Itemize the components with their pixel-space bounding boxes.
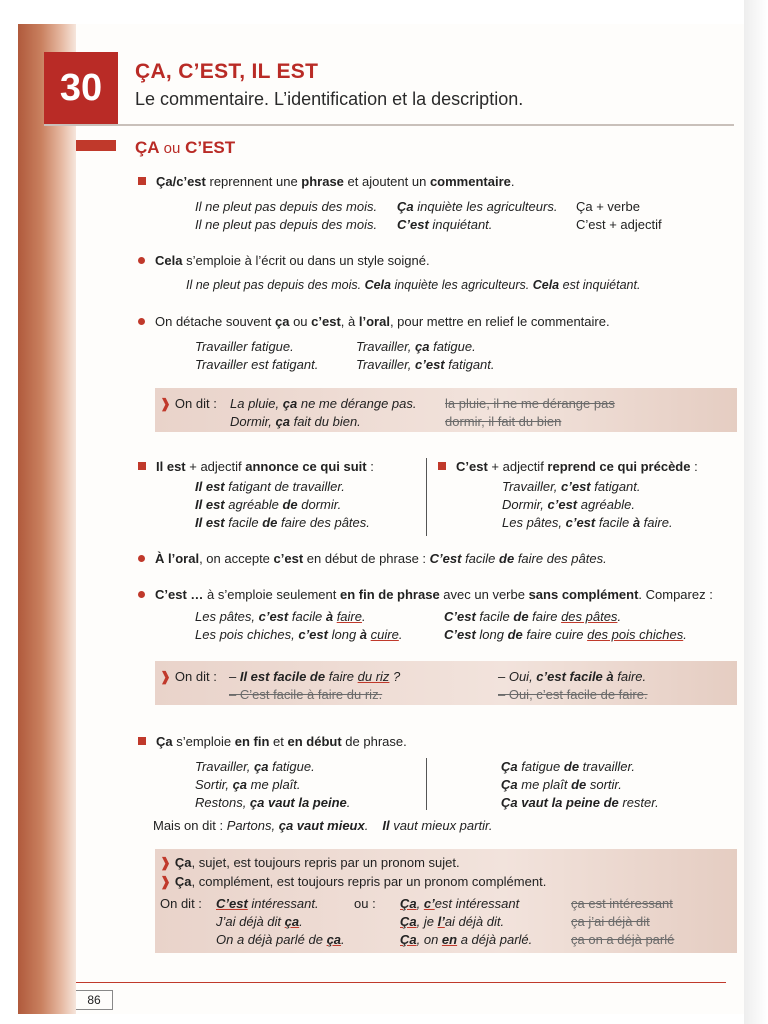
dot-bullet-icon (138, 318, 145, 325)
header-rule (44, 124, 734, 126)
square-bullet-icon (138, 462, 146, 470)
box2-on-dit: ❱ On dit : (160, 669, 217, 684)
chapter-subtitle: Le commentaire. L’identification et la description. (135, 89, 524, 109)
ca-ex1: Travailler, ça fatigue. (195, 759, 315, 774)
chapter-number: 30 (44, 52, 118, 124)
cest-ex1: Travailler, c’est fatigant. (502, 479, 641, 494)
example-3c: Travailler est fatigant. (195, 357, 319, 372)
chevron-icon: ❱ (160, 855, 171, 870)
box3-note1: ❱ Ça, sujet, est toujours repris par un pronom sujet. (160, 855, 460, 870)
note-1: Ça + verbe (576, 199, 640, 214)
rule-3: On détache souvent ça ou c’est, à l’oral, pour mettre en relief le commentaire. (138, 314, 610, 329)
box3-ou: ou : (354, 896, 376, 911)
box3-note2: ❱ Ça, complément, est toujours repris par un pronom complément. (160, 874, 547, 889)
box3-wrong2: ça j’ai déjà dit (571, 914, 650, 929)
il-est-ex1: Il est fatigant de travailler. (195, 479, 345, 494)
chevron-icon: ❱ (160, 874, 171, 889)
example-2a: Il ne pleut pas depuis des mois. (195, 217, 378, 232)
box3-m3: Ça, on en a déjà parlé. (400, 932, 533, 947)
rule-5: À l’oral, on accepte c’est en début de phrase : C’est facile de faire des pâtes. (138, 551, 607, 566)
box2-answer: – Oui, c’est facile à faire. (498, 669, 647, 684)
il-est-ex2: Il est agréable de dormir. (195, 497, 342, 512)
ca-ex2: Sortir, ça me plaît. (195, 777, 301, 792)
dot-bullet-icon (138, 257, 145, 264)
page-edge (744, 0, 768, 1024)
section-title-ou: ou (163, 140, 181, 157)
box1-wrong1: la pluie, il ne me dérange pas (445, 396, 615, 411)
section-title (135, 138, 235, 158)
section-title-b: C’EST (185, 138, 236, 157)
divider (426, 758, 427, 810)
cest-ex2: Dormir, c’est agréable. (502, 497, 635, 512)
box3-wrong1: ça est intéressant (571, 896, 673, 911)
box2-wrong1: – C’est facile à faire du riz. (229, 687, 383, 702)
box1-line2: Dormir, ça fait du bien. (230, 414, 361, 429)
box3-c2: J’ai déjà dit ça. (216, 914, 303, 929)
ca-ex5: Ça me plaît de sortir. (501, 777, 622, 792)
ca-ex4: Ça fatigue de travailler. (501, 759, 635, 774)
ca-ex3: Restons, ça vaut la peine. (195, 795, 351, 810)
chapter-title: ÇA, C’EST, IL EST (135, 60, 319, 83)
mais-on-dit: Mais on dit : Partons, ça vaut mieux. Il vaut mieux partir. (153, 818, 493, 833)
example-2b: C’est inquiétant. (397, 217, 493, 232)
box2-wrong2: – Oui, c’est facile de faire. (498, 687, 648, 702)
section-title-a: ÇA (135, 138, 159, 157)
dot-bullet-icon (138, 555, 145, 562)
box1-line1: La pluie, ça ne me dérange pas. (230, 396, 417, 411)
compare-l2: Les pois chiches, c’est long à cuire. (195, 627, 403, 642)
box3-m2: Ça, je l’ai déjà dit. (400, 914, 505, 929)
chevron-icon: ❱ (160, 396, 171, 411)
square-bullet-icon (438, 462, 446, 470)
rule-1: Ça/c’est reprennent une phrase et ajoutent un commentaire. (138, 174, 514, 189)
section-stripe (76, 140, 116, 151)
example-1a: Il ne pleut pas depuis des mois. (195, 199, 378, 214)
compare-l1: Les pâtes, c’est facile à faire. (195, 609, 366, 624)
rule-4-left: Il est + adjectif annonce ce qui suit : (138, 459, 374, 474)
box3-on-dit: On dit : (160, 896, 202, 911)
compare-r2: C’est long de faire cuire des pois chiches. (444, 627, 687, 642)
example-1b: Ça inquiète les agriculteurs. (397, 199, 558, 214)
note-2: C’est + adjectif (576, 217, 662, 232)
example-3b: Travailler, ça fatigue. (356, 339, 476, 354)
rule-6: C’est … à s’emploie seulement en fin de phrase avec un verbe sans complément. Comparez : (138, 587, 713, 602)
square-bullet-icon (138, 737, 146, 745)
example-cela: Il ne pleut pas depuis des mois. Cela inquiète les agriculteurs. Cela est inquiétant. (186, 278, 641, 292)
box2-question: – Il est facile de faire du riz ? (229, 669, 401, 684)
box3-m1: Ça, c’est intéressant (400, 896, 520, 911)
box3-c1: C’est intéressant. (216, 896, 319, 911)
cest-ex3: Les pâtes, c’est facile à faire. (502, 515, 673, 530)
il-est-ex3: Il est facile de faire des pâtes. (195, 515, 370, 530)
compare-r1: C’est facile de faire des pâtes. (444, 609, 622, 624)
example-3d: Travailler, c’est fatigant. (356, 357, 495, 372)
box3-wrong3: ça on a déjà parlé (571, 932, 675, 947)
footer-rule (76, 982, 726, 983)
divider (426, 458, 427, 536)
square-bullet-icon (138, 177, 146, 185)
box1-on-dit: ❱ On dit : (160, 396, 217, 411)
rule-7: Ça s’emploie en fin et en début de phrase. (138, 734, 407, 749)
rule-4-right: C’est + adjectif reprend ce qui précède : (438, 459, 698, 474)
page-number: 86 (76, 990, 113, 1010)
dot-bullet-icon (138, 591, 145, 598)
rule-2: Cela s’emploie à l’écrit ou dans un style soigné. (138, 253, 430, 268)
chevron-icon: ❱ (160, 669, 171, 684)
ca-ex6: Ça vaut la peine de rester. (501, 795, 659, 810)
box1-wrong2: dormir, il fait du bien (445, 414, 562, 429)
box3-c3: On a déjà parlé de ça. (216, 932, 345, 947)
example-3a: Travailler fatigue. (195, 339, 294, 354)
book-spine-shadow (18, 24, 76, 1014)
